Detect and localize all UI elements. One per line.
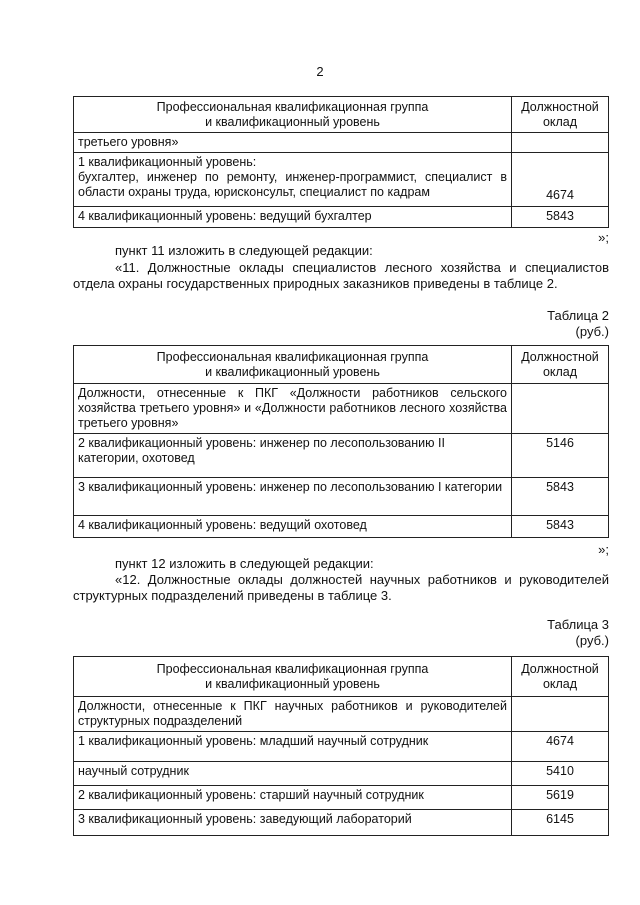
header-group: Профессиональная квалификационная группа: [156, 99, 429, 114]
header-salary-2: оклад: [542, 676, 578, 691]
header-salary-1: Должностной: [521, 99, 599, 114]
table-row: [74, 153, 609, 207]
closing-quote-2: »;: [598, 542, 609, 557]
row-value: [512, 697, 609, 732]
header-group-cell: [74, 346, 512, 384]
paragraph-12-intro: пункт 12 изложить в следующей редакции:: [115, 556, 374, 571]
header-level: и квалификационный уровень: [205, 114, 380, 129]
table-row: [74, 516, 609, 538]
header-salary-1: Должностной: [521, 661, 599, 676]
row-text: Должности, отнесенные к ПКГ научных работников и руководителей структурных подразделений: [74, 697, 512, 732]
row-value: 4674: [512, 153, 609, 207]
header-salary-cell: [512, 657, 609, 697]
table-row: [74, 384, 609, 434]
table-row: [74, 786, 609, 810]
row-text: 2 квалификационный уровень: старший научный сотрудник: [74, 786, 512, 810]
table-row: [74, 207, 609, 228]
row-text: 4 квалификационный уровень: ведущий охотовед: [74, 516, 512, 538]
row-text: третьего уровня»: [74, 133, 512, 153]
row-value: 5619: [512, 786, 609, 810]
row-value: 6145: [512, 810, 609, 836]
row-value: 5843: [512, 478, 609, 516]
row-value: [512, 384, 609, 434]
table-row: [74, 133, 609, 153]
row-value: 5410: [512, 762, 609, 786]
row-value: 5843: [512, 516, 609, 538]
table-1: [73, 96, 609, 228]
table-2-unit: (руб.): [575, 324, 609, 339]
table-2: [73, 345, 609, 538]
row-text: 2 квалификационный уровень: инженер по лесопользованию II категории, охотовед: [74, 434, 512, 478]
row-text: 1 квалификационный уровень: бухгалтер, инженер по ремонту, инженер-программист, специалист в области охраны труда, юрисконсульт, специалист по кадрам: [74, 153, 512, 207]
table-2-caption: Таблица 2: [547, 308, 609, 323]
row-text: научный сотрудник: [74, 762, 512, 786]
row-value: [512, 133, 609, 153]
paragraph-12: «12. Должностные оклады должностей научных работников и руководителей структурных подразделений приведены в таблице 3.: [73, 572, 609, 603]
table-3-unit: (руб.): [575, 633, 609, 648]
row-text: 1 квалификационный уровень: младший научный сотрудник: [74, 732, 512, 762]
paragraph-11-intro: пункт 11 изложить в следующей редакции:: [115, 243, 373, 258]
row-text: 3 квалификационный уровень: заведующий лабораторий: [74, 810, 512, 836]
table-row: [74, 810, 609, 836]
row-value: 4674: [512, 732, 609, 762]
table-row: [74, 732, 609, 762]
header-level: и квалификационный уровень: [205, 364, 380, 379]
table-row: [74, 478, 609, 516]
header-salary-cell: [512, 346, 609, 384]
row-text: 3 квалификационный уровень: инженер по лесопользованию I категории: [74, 478, 512, 516]
header-salary-1: Должностной: [521, 349, 599, 364]
row-value: 5843: [512, 207, 609, 228]
header-salary-2: оклад: [542, 114, 578, 129]
header-salary-2: оклад: [542, 364, 578, 379]
header-group: Профессиональная квалификационная группа: [156, 349, 429, 364]
header-level: и квалификационный уровень: [205, 676, 380, 691]
header-group-cell: [74, 657, 512, 697]
table-3-caption: Таблица 3: [547, 617, 609, 632]
row-value: 5146: [512, 434, 609, 478]
row-text: Должности, отнесенные к ПКГ «Должности работников сельского хозяйства третьего уровня» и «Должности работников лесного хозяйства третьего уровня»: [74, 384, 512, 434]
table-row: [74, 434, 609, 478]
table-row: [74, 762, 609, 786]
header-salary-cell: [512, 97, 609, 133]
header-group-cell: [74, 97, 512, 133]
closing-quote-1: »;: [598, 230, 609, 245]
table-3: [73, 656, 609, 836]
paragraph-11: «11. Должностные оклады специалистов лесного хозяйства и специалистов отдела охраны государственных природных заказников приведены в таблице 2.: [73, 260, 609, 291]
table-row: [74, 697, 609, 732]
row-text: 4 квалификационный уровень: ведущий бухгалтер: [74, 207, 512, 228]
page-number: 2: [316, 64, 324, 79]
header-group: Профессиональная квалификационная группа: [156, 661, 429, 676]
